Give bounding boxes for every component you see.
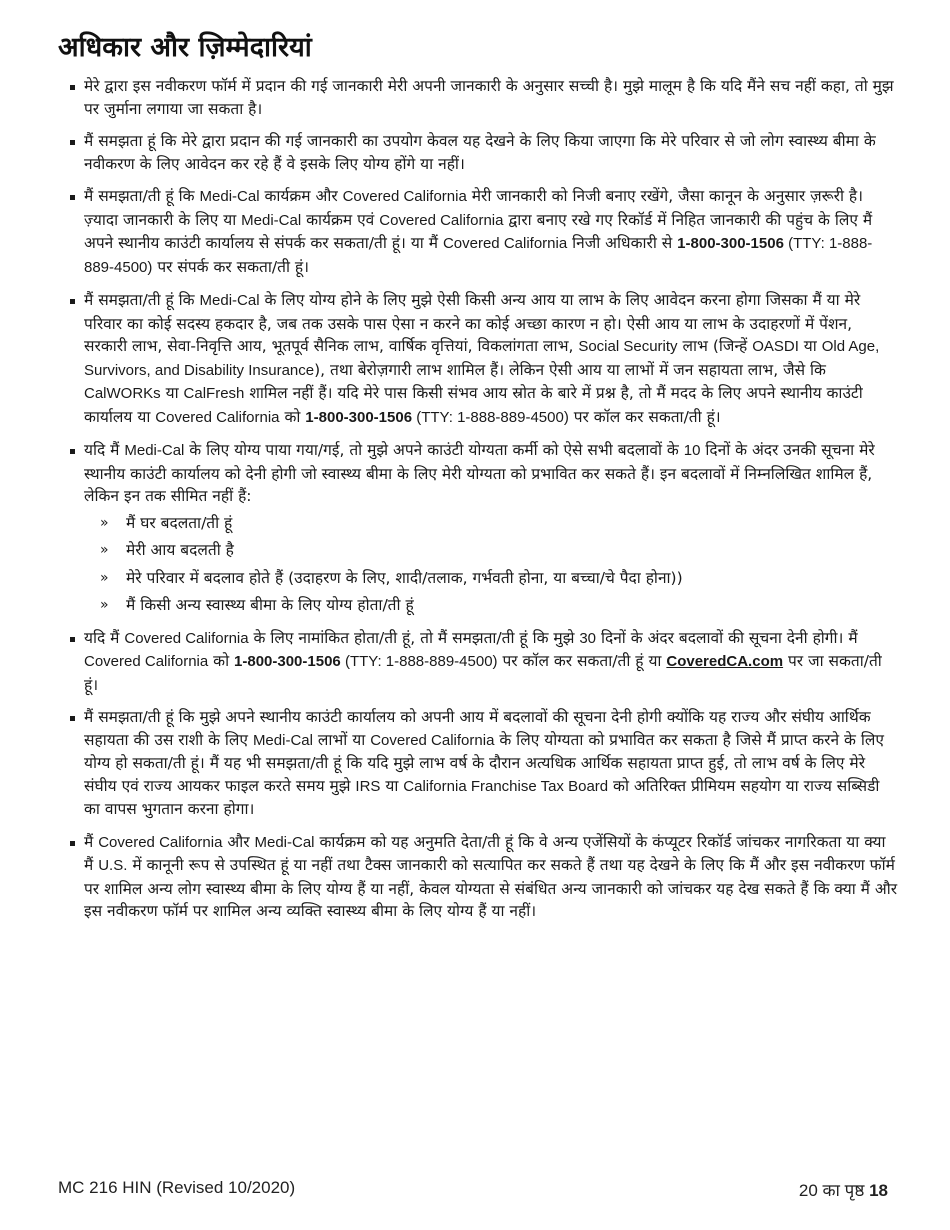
item-text (84, 706, 898, 821)
sub-list-item: » मैं किसी अन्य स्वास्थ्य बीमा के लिए योग्य होता/ती हूं (100, 594, 898, 617)
list-item (58, 439, 898, 617)
list-item (58, 289, 898, 429)
page-title: अधिकार और ज़िम्मेदारियां (58, 32, 312, 63)
text-segment: Covered California (342, 188, 467, 206)
text-segment: कार्यक्रम एवं (301, 210, 380, 229)
text-segment: (TTY: 1-888-889-4500) (340, 653, 498, 671)
text-segment: Covered California (84, 653, 209, 671)
page-prefix: 20 का पृष्ठ (798, 1181, 865, 1200)
item-text (84, 439, 898, 508)
list-item (58, 627, 898, 697)
text-segment: यदि मैं (84, 441, 125, 460)
text-segment: पर जा सकता/ती हूं। (84, 652, 882, 694)
text-segment: शामिल नहीं हैं। यदि मेरे पास किसी संभव आय स्रोत के बारे में प्रश्न है, तो मैं मदद के लिए अपने स्थानीय काउंटी कार्यालय या (84, 384, 863, 426)
text-segment: के लिए योग्यता को प्रभावित कर सकता है जिसे मैं प्राप्त करने के लिए योग्य हो सकता/ती हूं। मैं यह भी समझता/ती हूं कि यदि मुझे लाभ वर्ष के दौरान अत्यधिक आर्थिक सहायता प्राप्त हुई, तो लाभ वर्ष के लिए मेरे संघीय एवं राज्य आयकर फाइल करते समय मुझे (84, 730, 884, 795)
website-link[interactable]: CoveredCA.com (666, 653, 784, 671)
text-segment: Medi-Cal (124, 442, 185, 460)
text-segment: मैं (84, 832, 99, 851)
text-segment: के लिए योग्य होने के लिए मुझे ऐसी किसी अन्य आय या लाभ के लिए आवेदन करना होगा जिसका मैं या मेरे परिवार का कोई सदस्य हकदार है, जब तक उसके पास ऐसा न करने का कोई अच्छा कारण न हो। ऐसी आय या लाभ के उदाहरणों में पेंशन, सरकारी लाभ, सेवा-निवृत्ति आय, भूतपूर्व सैनिक लाभ, वार्षिक वृत्तियां, विकलांगता लाभ, (84, 291, 861, 356)
text-segment: Covered California (379, 211, 504, 229)
text-segment: और (222, 832, 255, 851)
text-segment: मेरे द्वारा इस नवीकरण फॉर्म में प्रदान की गई जानकारी मेरी अपनी जानकारी के अनुसार सच्ची है। मुझे मालूम है कि यदि मैंने सच नहीं कहा, तो मुझ पर जुर्माना लगाया जा सकता है। (84, 77, 894, 118)
text-segment: को (208, 652, 235, 671)
text-segment: को अतिरिक्त प्रीमियम सहयोग या राज्य सब्सिडी का वापस भुगतान करना होगा। (84, 776, 880, 819)
text-segment: मैं समझता हूं कि मेरे द्वारा प्रदान की गई जानकारी का उपयोग केवल यह देखने के लिए किया जाएगा कि मेरे परिवार से जो लोग स्वास्थ्य बीमा के नवीकरण के लिए आवेदन कर रहे हैं वे इसके लिए योग्य होंगे या नहीं। (84, 132, 876, 173)
item-text (84, 185, 898, 279)
item-text (84, 831, 898, 923)
text-segment: 30 (579, 629, 597, 647)
text-segment: Covered California (124, 629, 249, 647)
page-number: 18 (869, 1181, 888, 1200)
text-segment: लाभों या (312, 730, 371, 749)
text-segment: यदि मैं (84, 628, 125, 647)
item-text (84, 75, 898, 120)
text-segment: निजी अधिकारी से (567, 234, 678, 253)
text-segment: OASDI (752, 338, 799, 356)
text-segment: U.S. (98, 857, 128, 875)
text-segment: के लिए नामांकित होता/ती हूं, तो मैं समझता/ती हूं कि मुझे (248, 628, 580, 647)
text-segment: कार्यक्रम को यह अनुमति देता/ती हूं कि वे अन्य एजेंसियों के कंप्यूटर रिकॉर्ड जांचकर नागरिकता या क्या मैं (84, 832, 886, 875)
sub-list-item: » मेरे परिवार में बदलाव होते हैं (उदाहरण के लिए, शादी/तलाक, गर्भवती होना, या बच्चा/चे पैदा होना)) (100, 567, 898, 590)
text-segment: 1-800-300-1506 (234, 653, 341, 671)
text-segment: Medi-Cal (241, 211, 302, 229)
text-segment: में कानूनी रूप से उपस्थित हूं या नहीं तथा टैक्स जानकारी को सत्यापित कर सकते हैं तथा यह देखने के लिए कि मैं और इस नवीकरण फॉर्म पर शामिल अन्य लोग स्वास्थ्य बीमा के लिए योग्य हैं या नहीं, केवल योग्यता से संबंधित अन्य जानकारी को जांचकर यह देख सकते हैं कि क्या मैं और इस नवीकरण फॉर्म पर शामिल अन्य व्यक्ति स्वास्थ्य बीमा के लिए योग्य हैं या नहीं। (84, 856, 898, 921)
list-item (58, 130, 898, 175)
list-item (58, 831, 898, 923)
text-segment: (TTY: 1-888-889-4500) (84, 235, 873, 276)
text-segment: मेरी जानकारी को निजी बनाए रखेंगे, जैसा कानून के अनुसार ज़रूरी है। ज़्यादा जानकारी के लिए या (84, 187, 864, 229)
list-item (58, 75, 898, 120)
text-segment: या (160, 384, 184, 403)
text-segment: California Franchise Tax Board (403, 777, 609, 795)
changes-sublist (84, 512, 898, 617)
page-indicator (799, 1178, 888, 1201)
text-segment: Covered California (442, 235, 568, 253)
text-segment: 1-800-300-1506 (677, 235, 784, 253)
text-segment: Covered California (98, 833, 223, 851)
text-segment: Covered California (370, 731, 495, 749)
text-segment: IRS (355, 777, 381, 795)
item-text (84, 130, 898, 175)
text-segment: Old Age, Survivors, and Disability Insurance (84, 338, 880, 379)
item-text (84, 289, 898, 429)
text-segment: पर कॉल कर सकता/ती हूं या (497, 652, 667, 671)
text-segment: द्वारा बनाए रखे गए रिकॉर्ड में निहित जानकारी की पहुंच के लिए मैं अपने स्थानीय काउंटी कार्यालय से संपर्क कर सकता/ती हूं। या मैं (84, 210, 873, 253)
text-segment: Medi-Cal (254, 833, 315, 851)
rights-list (58, 75, 898, 923)
text-segment: या (380, 776, 404, 795)
text-segment: ), तथा बेरोज़गारी लाभ शामिल हैं। लेकिन ऐसी आय या लाभों में जन सहायता लाभ, जैसे कि (314, 360, 826, 379)
text-segment: CalWORKs (84, 385, 161, 403)
text-segment: (TTY: 1-888-889-4500) (412, 408, 569, 426)
text-segment: दिनों के अंदर बदलावों की सूचना देनी होगी। मैं (596, 628, 858, 647)
text-segment: Social Security (578, 338, 678, 356)
text-segment: Medi-Cal (199, 188, 260, 206)
text-segment: Medi-Cal (199, 292, 260, 310)
text-segment: दिनों के अंदर उनकी सूचना मेरे स्थानीय काउंटी कार्यालय को देनी होगी जो स्वास्थ्य बीमा के लिए मेरी योग्यता को प्रभावित कर सकते हैं। इन बदलावों में निम्नलिखित शामिल हैं, लेकिन इन तक सीमित नहीं हैं: (84, 441, 875, 506)
text-segment: लाभ (जिन्हें (677, 337, 753, 356)
text-segment: को (279, 407, 306, 426)
document-page (58, 30, 898, 933)
text-segment: CalFresh (183, 385, 245, 403)
sub-list-item: » मैं घर बदलता/ती हूं (100, 512, 898, 535)
text-segment: मैं समझता/ती हूं कि (84, 187, 200, 206)
list-item (58, 185, 898, 279)
text-segment: Covered California (155, 408, 280, 426)
list-item (58, 706, 898, 821)
item-text (84, 627, 898, 697)
form-id: MC 216 HIN (Revised 10/2020) (58, 1178, 296, 1197)
text-segment: 1-800-300-1506 (305, 408, 413, 426)
text-segment: पर कॉल कर सकता/ती हूं। (568, 407, 721, 426)
text-segment: मैं समझता/ती हूं कि मुझे अपने स्थानीय काउंटी कार्यालय को अपनी आय में बदलावों की सूचना देनी होगी क्योंकि यह राज्य और संघीय आर्थिक सहायता की उस राशी के लिए (84, 708, 871, 749)
text-segment: या (798, 337, 822, 356)
text-segment: 10 (683, 442, 701, 460)
text-segment: कार्यक्रम और (259, 187, 343, 206)
text-segment: के लिए योग्य पाया गया/गई, तो मुझे अपने काउंटी योग्यता कर्मी को ऐसे सभी बदलावों के (184, 441, 684, 460)
text-segment: पर संपर्क कर सकता/ती हूं। (152, 257, 310, 276)
sub-list-item: » मेरी आय बदलती है (100, 539, 898, 562)
text-segment: मैं समझता/ती हूं कि (84, 291, 200, 310)
text-segment: Medi-Cal (252, 731, 313, 749)
